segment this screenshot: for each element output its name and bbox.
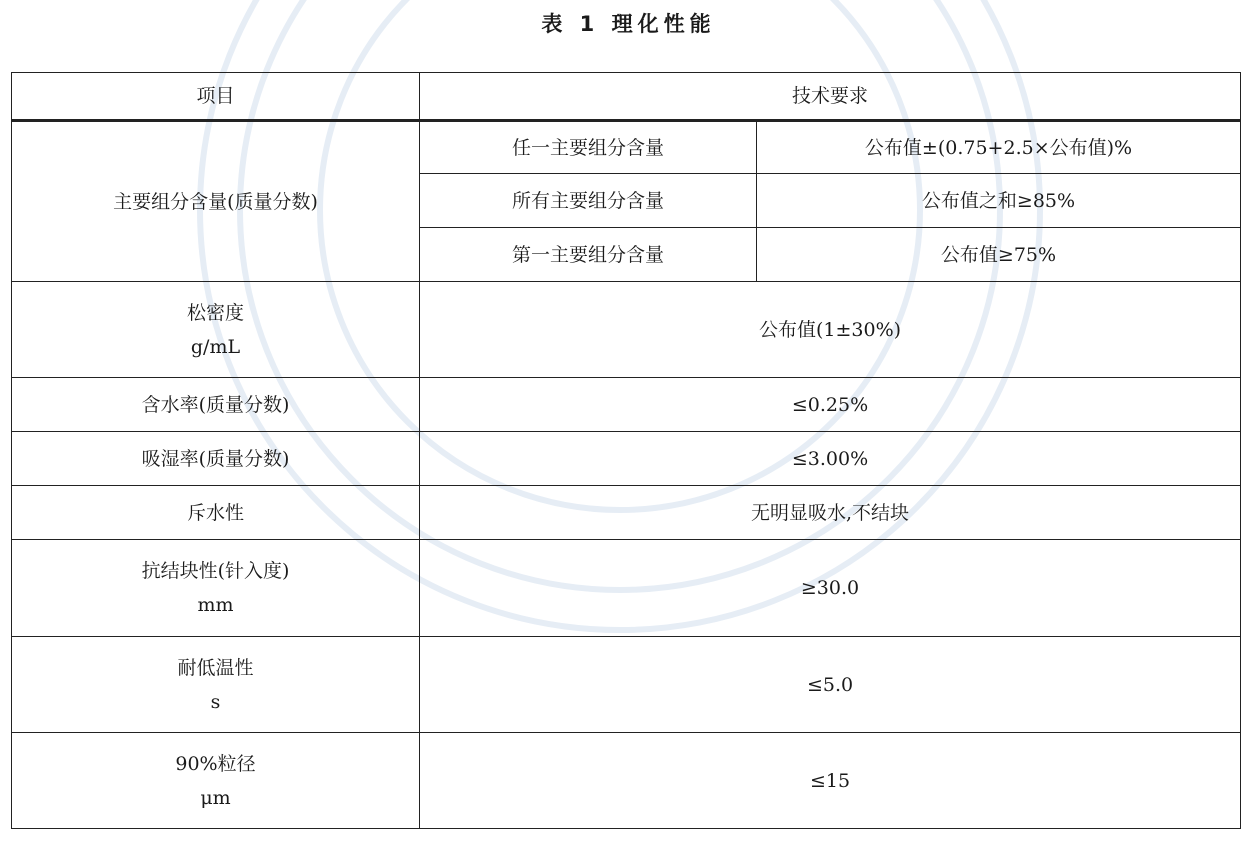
table-row <box>12 486 1241 540</box>
property-unit: mm <box>197 594 234 616</box>
header-row <box>12 73 1241 121</box>
property-value: 公布值(1±30%) <box>420 282 1241 378</box>
table-row <box>12 378 1241 432</box>
property-label <box>12 540 420 637</box>
main-content-label: 主要组分含量(质量分数) <box>12 121 420 282</box>
header-item: 项目 <box>12 73 420 121</box>
property-label <box>12 637 420 733</box>
property-name: 耐低温性 <box>177 656 254 679</box>
property-value: ≤5.0 <box>420 637 1241 733</box>
table-row <box>12 637 1241 733</box>
property-name: 90%粒径 <box>175 752 256 775</box>
property-value: 无明显吸水,不结块 <box>420 486 1241 540</box>
header-requirement: 技术要求 <box>420 73 1241 121</box>
property-label <box>12 733 420 829</box>
main-content-value: 公布值之和≥85% <box>757 174 1241 228</box>
table-row <box>12 432 1241 486</box>
main-content-value: 公布值≥75% <box>757 228 1241 282</box>
property-value: ≤15 <box>420 733 1241 829</box>
property-label: 吸湿率(质量分数) <box>12 432 420 486</box>
main-content-subitem: 任一主要组分含量 <box>420 121 757 174</box>
property-unit: s <box>210 690 221 713</box>
property-unit: μm <box>200 786 231 809</box>
property-label: 含水率(质量分数) <box>12 378 420 432</box>
main-content-value: 公布值±(0.75+2.5×公布值)% <box>757 121 1241 174</box>
table-row <box>12 282 1241 378</box>
property-value: ≤3.00% <box>420 432 1241 486</box>
property-value: ≤0.25% <box>420 378 1241 432</box>
property-name: 松密度 <box>186 301 244 324</box>
table-row <box>12 540 1241 637</box>
property-label <box>12 282 420 378</box>
property-value: ≥30.0 <box>420 540 1241 637</box>
main-content-subitem: 所有主要组分含量 <box>420 174 757 228</box>
property-unit: g/mL <box>190 335 241 358</box>
properties-table <box>11 72 1241 829</box>
table-title: 表 1 理化性能 <box>541 12 716 36</box>
main-content-subitem: 第一主要组分含量 <box>420 228 757 282</box>
property-label: 斥水性 <box>12 486 420 540</box>
property-name: 抗结块性(针入度) <box>141 560 290 582</box>
table-row <box>12 121 1241 174</box>
table-row <box>12 733 1241 829</box>
